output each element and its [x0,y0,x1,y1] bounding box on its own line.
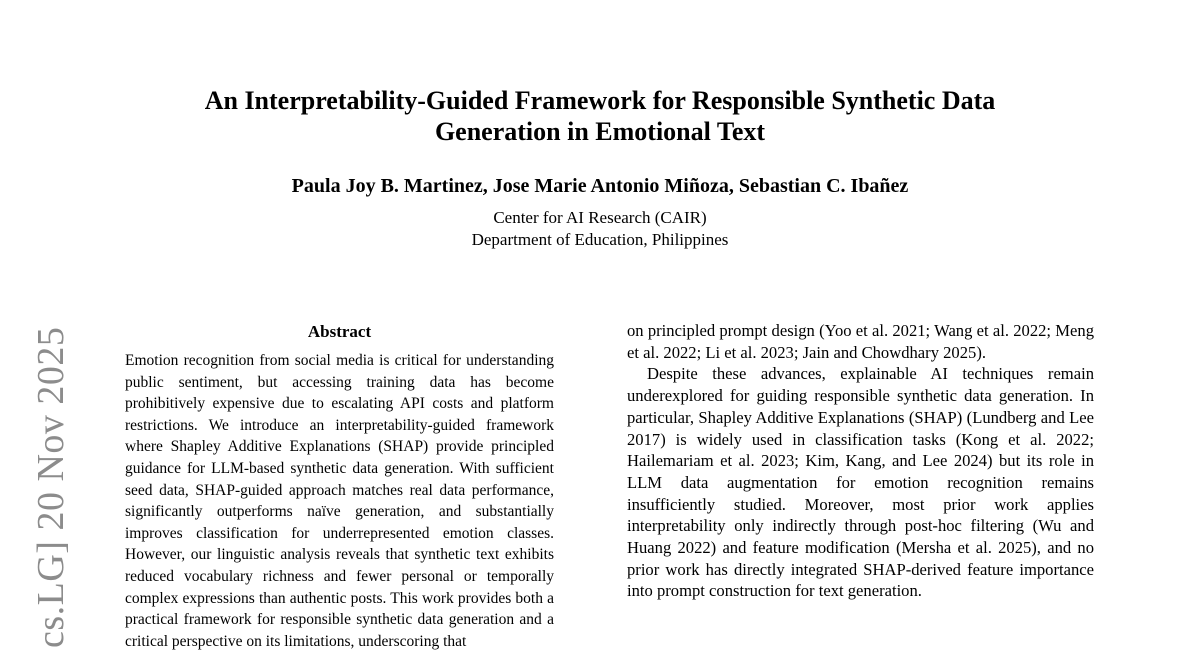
arxiv-stamp: cs.LG] 20 Nov 2025 [30,326,72,648]
author-list: Paula Joy B. Martinez, Jose Marie Antonio Miñoza, Sebastian C. Ibañez [291,175,909,197]
body-paragraph-1: on principled prompt design (Yoo et al. 2021; Wang et al. 2022; Meng et al. 2022; Li et al. 2023; Jain and Chowdhary 2025). [627,321,1094,362]
affiliation [100,207,1100,251]
affiliation-line2: Department of Education, Philippines [471,230,729,249]
body-paragraph-2: Despite these advances, explainable AI techniques remain underexplored for guiding responsible synthetic data generation. In particular, Shapley Additive Explanations (SHAP) (Lundberg and Lee 2017) is widely used in classification tasks (Kong et al. 2022; Hailemariam et al. 2023; Kim, Kang, and Lee 2024) but its role in LLM data augmentation for emotion recognition remains insufficiently studied. Moreover, most prior work applies interpretability only indirectly through post-hoc filtering (Wu and Huang 2022) and feature modification (Mersha et al. 2025), and no prior work has directly integrated SHAP-derived feature importance into prompt construction for text generation. [627,364,1094,601]
abstract-heading: Abstract [307,322,372,341]
paper-title-line2: Generation in Emotional Text [434,117,766,146]
abstract-text: Emotion recognition from social media is critical for understanding public sentiment, but accessing training data has become prohibitively expensive due to escalating API costs and platform restrictions. We introduce an interpretability-guided framework where Shapley Additive Explanations (SHAP) provide principled guidance for LLM-based synthetic data generation. With sufficient seed data, SHAP-guided approach matches real data performance, significantly outperforms naïve generation, and substantially improves classification for underrepresented emotion classes. However, our linguistic analysis reveals that synthetic text exhibits reduced vocabulary richness and fewer personal or temporally complex expressions than authentic posts. This work provides both a practical framework for responsible synthetic data generation and a critical perspective on its limitations, underscoring that [125,352,554,650]
affiliation-line1: Center for AI Research (CAIR) [493,208,707,227]
paper-title-line1: An Interpretability-Guided Framework for Responsible Synthetic Data [204,86,996,115]
body-column-right [627,320,1094,602]
paper-title [100,85,1100,147]
abstract-column [125,320,554,652]
